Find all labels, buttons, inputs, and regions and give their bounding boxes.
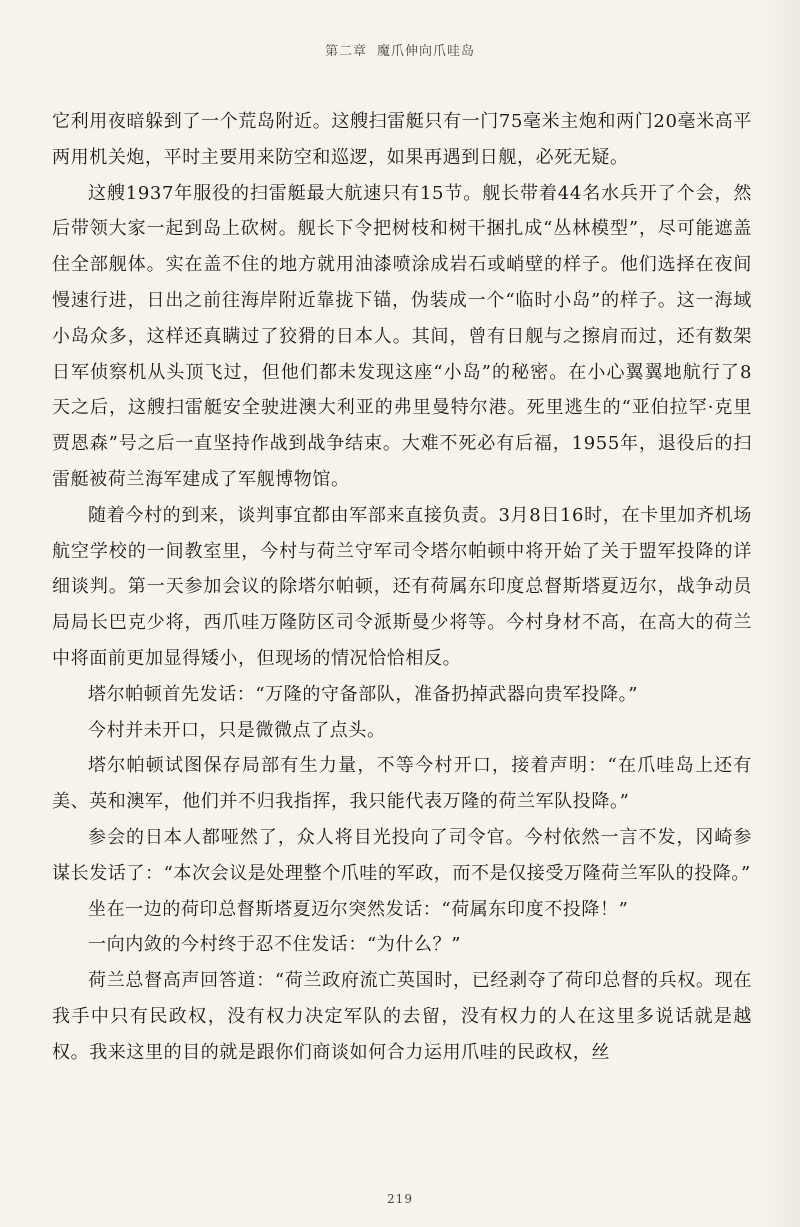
paragraph: 一向内敛的今村终于忍不住发话：“为什么？” — [88, 934, 462, 956]
paragraph: 今村并未开口，只是微微点了点头。 — [88, 719, 386, 741]
chapter-number: 第二章 — [324, 44, 367, 59]
paragraph: 荷兰总督高声回答道：“荷兰政府流亡英国时，已经剥夺了荷印总督的兵权。现在我手中只有民政权，没有权力决定军队的去留，没有权力的人在这里多说话就是越权。我来这里的目的就是跟你们商谈如何合力运用爪哇的民政权，丝 — [52, 970, 752, 1063]
paragraph: 参会的日本人都哑然了，众人将目光投向了司令官。今村依然一言不发，冈崎参谋长发话了：“本次会议是处理整个爪哇的军政，而不是仅接受万隆荷兰军队的投降。” — [52, 826, 752, 884]
chapter-title: 魔爪伸向爪哇岛 — [377, 44, 476, 59]
paragraph: 坐在一边的荷印总督斯塔夏迈尔突然发话：“荷属东印度不投降！” — [88, 898, 629, 920]
running-header — [0, 40, 800, 59]
paragraph: 塔尔帕顿试图保存局部有生力量，不等今村开口，接着声明：“在爪哇岛上还有美、英和澳军，他们并不归我指挥，我只能代表万隆的荷兰军队投降。” — [52, 755, 752, 813]
paragraph: 塔尔帕顿首先发话：“万隆的守备部队，准备扔掉武器向贵军投降。” — [88, 683, 639, 705]
page-number: 219 — [387, 1192, 413, 1206]
page-gutter-shadow — [760, 0, 800, 1227]
paragraph: 随着今村的到来，谈判事宜都由军部来直接负责。3月8日16时，在卡里加齐机场航空学校的一间教室里，今村与荷兰守军司令塔尔帕顿中将开始了关于盟军投降的详细谈判。第一天参加会议的除塔尔帕顿，还有荷属东印度总督斯塔夏迈尔，战争动员局局长巴克少将，西爪哇万隆防区司令派斯曼少将等。今村身材不高，在高大的荷兰中将面前更加显得矮小，但现场的情况恰恰相反。 — [52, 504, 752, 669]
body-text — [52, 104, 752, 1071]
paragraph: 这艘1937年服役的扫雷艇最大航速只有15节。舰长带着44名水兵开了个会，然后带领大家一起到岛上砍树。舰长下令把树枝和树干捆扎成“丛林模型”，尽可能遮盖住全部舰体。实在盖不住的地方就用油漆喷涂成岩石或峭壁的样子。他们选择在夜间慢速行进，日出之前往海岸附近靠拢下锚，伪装成一个“临时小岛”的样子。这一海域小岛众多，这样还真瞒过了狡猾的日本人。其间，曾有日舰与之擦肩而过，还有数架日军侦察机从头顶飞过，但他们都未发现这座“小岛”的秘密。在小心翼翼地航行了8天之后，这艘扫雷艇安全驶进澳大利亚的弗里曼特尔港。死里逃生的“亚伯拉罕·克里贾恩森”号之后一直坚持作战到战争结束。大难不死必有后福，1955年，退役后的扫雷艇被荷兰海军建成了军舰博物馆。 — [52, 182, 752, 490]
paragraph-continued: 它利用夜暗躲到了一个荒岛附近。这艘扫雷艇只有一门75毫米主炮和两门20毫米高平两用机关炮，平时主要用来防空和巡逻，如果再遇到日舰，必死无疑。 — [52, 111, 752, 168]
